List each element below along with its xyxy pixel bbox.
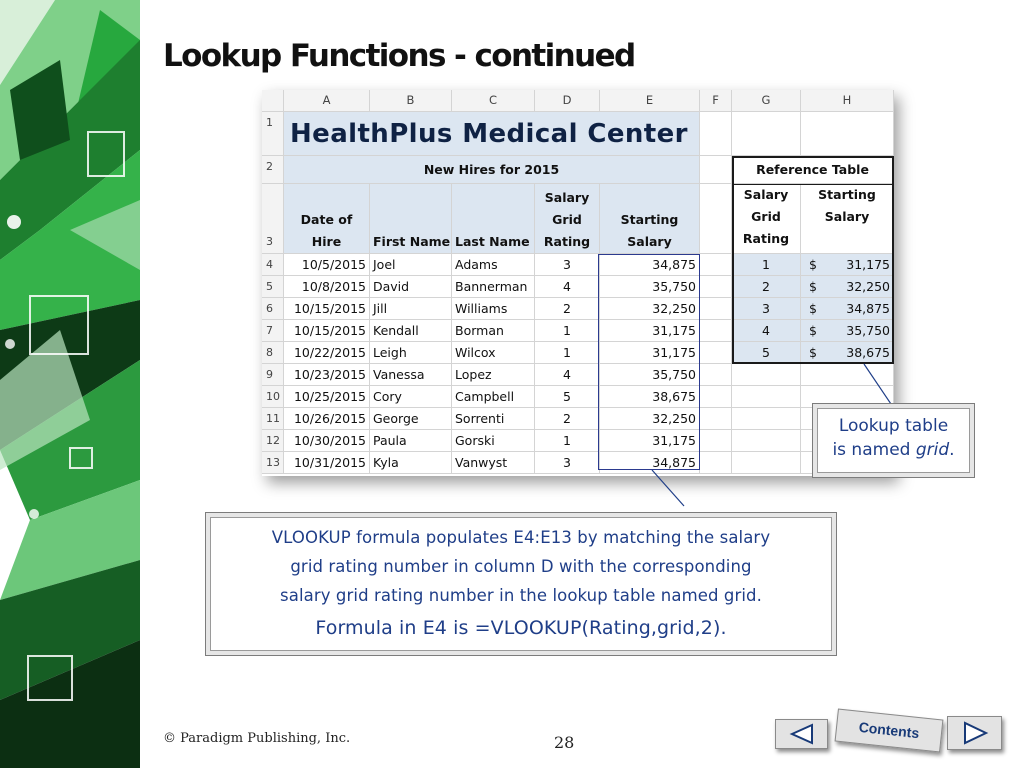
slide-title: Lookup Functions - continued	[163, 38, 635, 74]
cell-empty-f[interactable]	[700, 452, 732, 474]
ref-cell-rating[interactable]: 4	[732, 320, 801, 342]
cell-empty-g[interactable]	[732, 364, 801, 386]
cell-hire-date[interactable]: 10/22/2015	[284, 342, 370, 364]
cell-starting-salary[interactable]: 31,175	[600, 342, 700, 364]
cell-starting-salary[interactable]: 35,750	[600, 364, 700, 386]
column-header-h[interactable]: H	[801, 90, 894, 112]
cell-hire-date[interactable]: 10/23/2015	[284, 364, 370, 386]
cell-starting-salary[interactable]: 32,250	[600, 408, 700, 430]
cell-last-name[interactable]: Borman	[452, 320, 535, 342]
ref-cell-salary[interactable]	[801, 342, 894, 364]
cell-first-name[interactable]: David	[370, 276, 452, 298]
cell-empty-f[interactable]	[700, 386, 732, 408]
column-header-g[interactable]: G	[732, 90, 801, 112]
row-header-1[interactable]: 1	[262, 112, 284, 156]
cell-last-name[interactable]: Bannerman	[452, 276, 535, 298]
cell-last-name[interactable]: Lopez	[452, 364, 535, 386]
cell-first-name[interactable]: Jill	[370, 298, 452, 320]
cell-rating[interactable]: 5	[535, 386, 600, 408]
cell-rating[interactable]: 2	[535, 408, 600, 430]
cell-h1[interactable]	[801, 112, 894, 156]
cell-last-name[interactable]: Adams	[452, 254, 535, 276]
row-header-7[interactable]: 7	[262, 320, 284, 342]
ref-cell-rating[interactable]: 3	[732, 298, 801, 320]
ref-salary-value: 34,875	[846, 301, 890, 316]
cell-empty-h[interactable]	[801, 386, 894, 408]
cell-empty-f[interactable]	[700, 364, 732, 386]
cell-empty-f[interactable]	[700, 430, 732, 452]
row-header-13[interactable]: 13	[262, 452, 284, 474]
cell-rating[interactable]: 2	[535, 298, 600, 320]
column-header-d[interactable]: D	[535, 90, 600, 112]
cell-empty-f[interactable]	[700, 408, 732, 430]
ref-salary-value: 32,250	[846, 279, 890, 294]
cell-hire-date[interactable]: 10/25/2015	[284, 386, 370, 408]
column-header-a[interactable]: A	[284, 90, 370, 112]
cell-rating[interactable]: 3	[535, 254, 600, 276]
next-slide-button[interactable]	[947, 716, 1002, 750]
cell-rating[interactable]: 1	[535, 342, 600, 364]
cell-empty-g[interactable]	[732, 452, 801, 474]
contents-button[interactable]: Contents	[835, 709, 944, 753]
row-header-5[interactable]: 5	[262, 276, 284, 298]
column-header-c[interactable]: C	[452, 90, 535, 112]
vlookup-line-1: VLOOKUP formula populates E4:E13 by matching the salary	[271, 528, 771, 547]
row-header-4[interactable]: 4	[262, 254, 284, 276]
cell-last-name[interactable]: Sorrenti	[452, 408, 535, 430]
ref-salary-value: 31,175	[846, 257, 890, 272]
header-first-name[interactable]: First Name	[370, 184, 452, 254]
sheet-title-cell[interactable]: HealthPlus Medical Center	[284, 112, 700, 156]
column-header-e[interactable]: E	[600, 90, 700, 112]
previous-slide-button[interactable]	[775, 719, 828, 749]
cell-first-name[interactable]: Kyla	[370, 452, 452, 474]
cell-hire-date[interactable]: 10/8/2015	[284, 276, 370, 298]
page-number: 28	[554, 733, 575, 752]
left-triangle-icon	[776, 720, 827, 748]
cell-hire-date[interactable]: 10/26/2015	[284, 408, 370, 430]
vlookup-line-3: salary grid rating number in the lookup table named grid.	[280, 586, 762, 605]
cell-starting-salary[interactable]: 31,175	[600, 430, 700, 452]
column-header-f[interactable]: F	[700, 90, 732, 112]
header-starting-salary[interactable]: Starting Salary	[600, 184, 700, 254]
ref-cell-salary[interactable]	[801, 298, 894, 320]
ref-cell-salary[interactable]	[801, 276, 894, 298]
currency-symbol: $	[809, 323, 817, 338]
lookup-callout-prefix: is named	[832, 440, 916, 460]
row-header-10[interactable]: 10	[262, 386, 284, 408]
cell-first-name[interactable]: Cory	[370, 386, 452, 408]
cell-rating[interactable]: 3	[535, 452, 600, 474]
column-header-b[interactable]: B	[370, 90, 452, 112]
cell-first-name[interactable]: Vanessa	[370, 364, 452, 386]
cell-starting-salary[interactable]: 34,875	[600, 452, 700, 474]
row-header-3[interactable]: 3	[262, 184, 284, 254]
ref-header-salary[interactable]: Starting Salary	[801, 184, 894, 254]
currency-symbol: $	[809, 257, 817, 272]
cell-first-name[interactable]: Kendall	[370, 320, 452, 342]
cell-hire-date[interactable]: 10/5/2015	[284, 254, 370, 276]
ref-cell-rating[interactable]: 2	[732, 276, 801, 298]
cell-empty-f[interactable]	[700, 298, 732, 320]
cell-empty-g[interactable]	[732, 408, 801, 430]
ref-cell-rating[interactable]: 5	[732, 342, 801, 364]
lookup-callout-suffix: .	[949, 440, 955, 460]
cell-first-name[interactable]: Leigh	[370, 342, 452, 364]
spreadsheet	[262, 90, 894, 476]
copyright-footer: © Paradigm Publishing, Inc.	[163, 731, 351, 746]
select-all-corner[interactable]	[262, 90, 284, 112]
cell-first-name[interactable]: Joel	[370, 254, 452, 276]
row-header-9[interactable]: 9	[262, 364, 284, 386]
cell-empty-f[interactable]	[700, 320, 732, 342]
lookup-callout-line1: Lookup table	[838, 416, 949, 436]
ref-cell-salary[interactable]	[801, 254, 894, 276]
cell-starting-salary[interactable]: 34,875	[600, 254, 700, 276]
lookup-callout-line2	[818, 438, 969, 462]
cell-last-name[interactable]: Campbell	[452, 386, 535, 408]
cell-hire-date[interactable]: 10/15/2015	[284, 298, 370, 320]
cell-last-name[interactable]: Gorski	[452, 430, 535, 452]
vlookup-callout	[210, 517, 832, 651]
cell-f3[interactable]	[700, 184, 732, 254]
cell-empty-f[interactable]	[700, 342, 732, 364]
cell-hire-date[interactable]: 10/30/2015	[284, 430, 370, 452]
cell-last-name[interactable]: Wilcox	[452, 342, 535, 364]
right-triangle-icon	[948, 717, 1001, 749]
currency-symbol: $	[809, 345, 817, 360]
cell-starting-salary[interactable]: 38,675	[600, 386, 700, 408]
header-date-of-hire[interactable]: Date of Hire	[284, 184, 370, 254]
cell-hire-date[interactable]: 10/31/2015	[284, 452, 370, 474]
ref-salary-value: 38,675	[846, 345, 890, 360]
sheet-subtitle-cell[interactable]: New Hires for 2015	[284, 156, 700, 184]
cell-starting-salary[interactable]: 31,175	[600, 320, 700, 342]
cell-empty-h[interactable]	[801, 364, 894, 386]
cell-g1[interactable]	[732, 112, 801, 156]
vlookup-line-2: grid rating number in column D with the corresponding	[290, 557, 752, 576]
cell-rating[interactable]: 4	[535, 364, 600, 386]
row-header-11[interactable]: 11	[262, 408, 284, 430]
green-crystal-decoration	[0, 0, 145, 768]
reference-table-title[interactable]: Reference Table	[732, 156, 894, 184]
lookup-table-callout	[817, 408, 970, 473]
currency-symbol: $	[809, 301, 817, 316]
vlookup-formula-line: Formula in E4 is =VLOOKUP(Rating,grid,2).	[315, 617, 727, 639]
lookup-callout-name: grid	[915, 440, 950, 460]
header-last-name[interactable]: Last Name	[452, 184, 535, 254]
cell-rating[interactable]: 1	[535, 430, 600, 452]
cell-empty-f[interactable]	[700, 276, 732, 298]
row-header-2[interactable]: 2	[262, 156, 284, 184]
cell-empty-g[interactable]	[732, 430, 801, 452]
ref-header-rating[interactable]: Salary Grid Rating	[732, 184, 801, 254]
ref-cell-rating[interactable]: 1	[732, 254, 801, 276]
row-header-8[interactable]: 8	[262, 342, 284, 364]
row-header-6[interactable]: 6	[262, 298, 284, 320]
currency-symbol: $	[809, 279, 817, 294]
cell-first-name[interactable]: George	[370, 408, 452, 430]
row-header-12[interactable]: 12	[262, 430, 284, 452]
cell-last-name[interactable]: Williams	[452, 298, 535, 320]
cell-empty-g[interactable]	[732, 386, 801, 408]
cell-starting-salary[interactable]: 35,750	[600, 276, 700, 298]
cell-first-name[interactable]: Paula	[370, 430, 452, 452]
cell-starting-salary[interactable]: 32,250	[600, 298, 700, 320]
header-salary-grid-rating[interactable]: Salary Grid Rating	[535, 184, 600, 254]
cell-hire-date[interactable]: 10/15/2015	[284, 320, 370, 342]
cell-rating[interactable]: 4	[535, 276, 600, 298]
cell-empty-f[interactable]	[700, 254, 732, 276]
cell-f2[interactable]	[700, 156, 732, 184]
cell-last-name[interactable]: Vanwyst	[452, 452, 535, 474]
ref-cell-salary[interactable]	[801, 320, 894, 342]
cell-f1[interactable]	[700, 112, 732, 156]
ref-salary-value: 35,750	[846, 323, 890, 338]
cell-rating[interactable]: 1	[535, 320, 600, 342]
